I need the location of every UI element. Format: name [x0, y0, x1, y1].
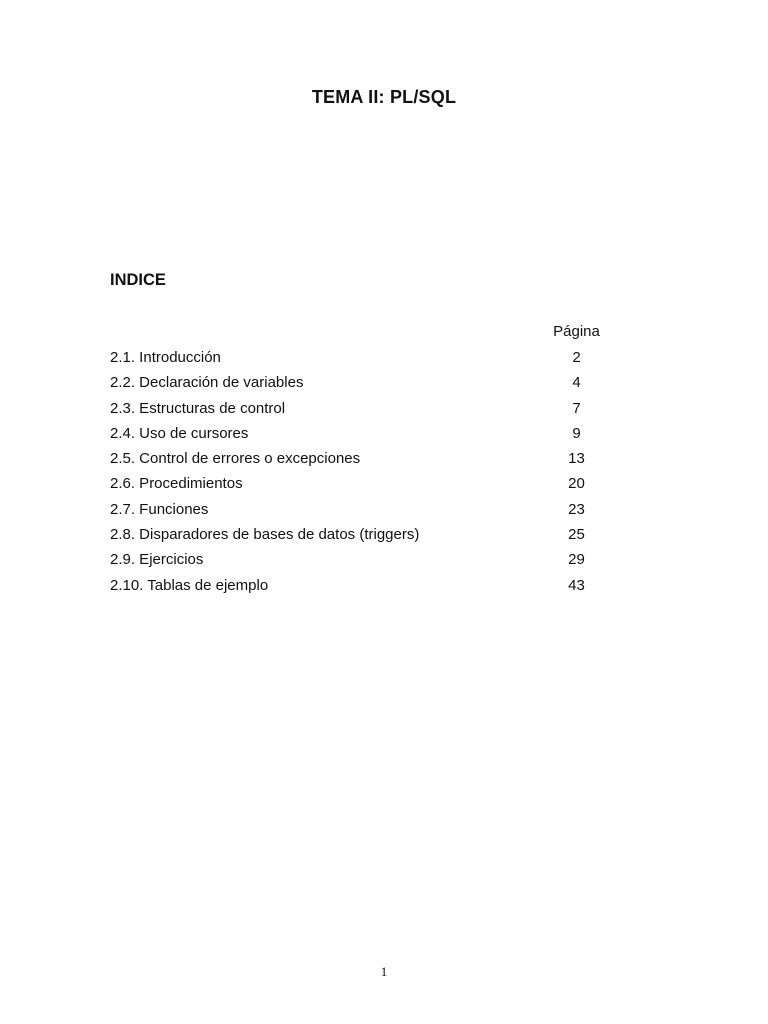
toc-entry — [110, 423, 613, 448]
toc-entry-title: 2.2. Declaración de variables — [110, 374, 304, 392]
toc-entry-page: 23 — [568, 500, 585, 518]
toc-entry-title: 2.8. Disparadores de bases de datos (triggers) — [110, 526, 420, 544]
toc-entry-title: 2.6. Procedimientos — [110, 475, 243, 493]
toc-entry-title: 2.9. Ejercicios — [110, 551, 204, 569]
page-number: 1 — [380, 964, 388, 979]
toc-entry-page: 13 — [568, 450, 585, 468]
toc-entry — [110, 448, 613, 473]
toc-entry-page: 25 — [568, 526, 585, 544]
toc-entry — [110, 398, 613, 423]
toc-entry-page: 20 — [568, 475, 585, 493]
toc-entry-page: 43 — [568, 576, 585, 594]
toc-entry-page: 2 — [572, 349, 581, 366]
toc-entry-page: 29 — [568, 551, 585, 569]
toc-entry-title: 2.10. Tablas de ejemplo — [110, 576, 269, 594]
toc-entry-title: 2.3. Estructuras de control — [110, 399, 286, 417]
toc-entry-title: 2.1. Introducción — [110, 349, 221, 366]
index-heading: INDICE — [110, 271, 166, 289]
toc-entry — [110, 347, 613, 372]
toc-entry — [110, 549, 613, 574]
toc-entry — [110, 575, 613, 600]
toc-entry-page: 4 — [572, 374, 581, 392]
toc-entry-title: 2.7. Funciones — [110, 500, 209, 518]
table-of-contents — [110, 347, 613, 600]
page-column-header: Página — [553, 323, 600, 340]
toc-entry — [110, 372, 613, 397]
toc-entry — [110, 499, 613, 524]
toc-entry — [110, 524, 613, 549]
toc-entry — [110, 473, 613, 498]
document-title: TEMA II: PL/SQL — [311, 87, 457, 107]
toc-entry-title: 2.4. Uso de cursores — [110, 424, 249, 442]
toc-entry-page: 7 — [572, 399, 581, 417]
toc-entry-page: 9 — [572, 424, 581, 442]
toc-entry-title: 2.5. Control de errores o excepciones — [110, 450, 361, 468]
